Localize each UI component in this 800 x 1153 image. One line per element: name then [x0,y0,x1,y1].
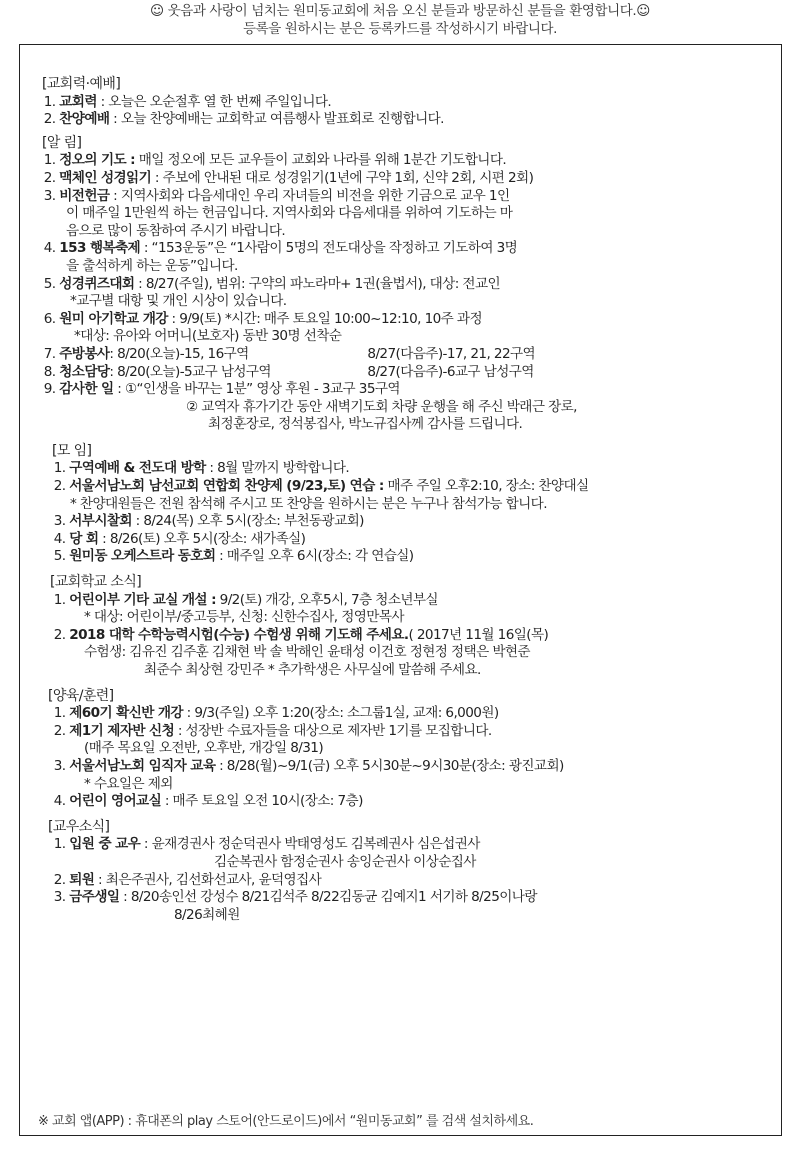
list-item: 3. 서부시찰회 : 8/24(목) 오후 5시(장소: 부천동광교회) [53,513,364,530]
list-item-continued: *교구별 대항 및 개인 시상이 있습니다. [70,293,287,310]
list-item-continued: ② 교역자 휴가기간 동안 새벽기도회 차량 운행을 해 주신 박래근 장로, [186,398,577,415]
list-item: 2. 찬양예배 : 오늘 찬양예배는 교회학교 여름행사 발표회로 진행합니다. [43,111,444,128]
list-item-continued: 수험생: 김유진 김주훈 김채현 박 솔 박해인 윤태성 이건호 정현정 정택은 박현준 [84,644,530,661]
section-title: [양육/훈련] [48,687,114,704]
list-item: 4. 153 행복축제 : “153운동”은 “1사람이 5명의 전도대상을 작정하고 기도하여 3명 [43,240,518,257]
list-item-continued: 최준수 최상현 강민주 * 추가학생은 사무실에 말씀해 주세요. [144,662,481,678]
list-item-continued: 8/26최혜원 [174,906,240,923]
section-title: [교회력·예배] [42,76,121,92]
bulletin-content [40,76,760,924]
list-item-continued: * 대상: 어린이부/중고등부, 신청: 신한수집사, 정영만목사 [84,609,404,626]
list-item: 1. 제60기 확신반 개강 : 9/3(주일) 오후 1:20(장소: 소그룹1실, 교재: 6,000원) [53,705,499,722]
list-item-continued: 을 출석하게 하는 운동”입니다. [66,257,238,274]
list-item: 1. 교회력 : 오늘은 오순절후 열 한 번째 주일입니다. [43,93,332,110]
registration-line: 등록을 원하시는 분은 등록카드를 작성하시기 바랍니다. [242,21,558,37]
list-item: 1. 구역예배 & 전도대 방학 : 8월 말까지 방학합니다. [53,460,350,477]
section-notices [40,135,760,434]
section-title: [모 임] [52,442,92,459]
list-item-continued: 음으로 많이 동참하여 주시기 바랍니다. [66,222,286,239]
list-item: 1. 입원 중 교우 : 윤재경권사 정순덕권사 박태영성도 김복례권사 심은섭권사 [53,836,480,853]
list-item-continued: 이 매주일 1만원씩 하는 헌금입니다. 지역사회와 다음세대를 위하여 기도하는 마 [66,205,513,222]
list-item: 3. 서울서남노회 임직자 교육 : 8/28(월)~9/1(금) 오후 5시30분~9시30분(장소: 광진교회) [53,757,564,774]
list-item: 2. 제1기 제자반 신청 : 성장반 수료자들을 대상으로 제자반 1기를 모집합니다. [53,722,492,739]
list-item-continued: *대상: 유아와 어머니(보호자) 동반 30명 선착순 [74,328,342,345]
list-item: 3. 비전헌금 : 지역사회와 다음세대인 우리 자녀들의 비전을 위한 기금으로 교우 1인 [43,187,510,204]
list-item-continued: (매주 목요일 오전반, 오후반, 개강일 8/31) [84,740,324,757]
list-item-continued: * 찬양대원들은 전원 참석해 주시고 또 찬양을 원하시는 분은 누구나 참석가능 합니다. [70,495,547,512]
section-meetings [40,443,760,566]
list-item: 1. 어린이부 기타 교실 개설 : 9/2(토) 개강, 오후5시, 7층 청소년부실 [53,591,438,608]
list-item: 5. 원미동 오케스트라 동호회 : 매주일 오후 6시(장소: 각 연습실) [53,548,414,565]
list-item: 2. 맥체인 성경읽기 : 주보에 안내된 대로 성경읽기(1년에 구약 1회, 신약 2회, 시편 2회) [43,169,534,186]
list-item: 4. 당 회 : 8/26(토) 오후 5시(장소: 새가족실) [53,530,306,547]
list-item: 6. 원미 아기학교 개강 : 9/9(토) *시간: 매주 토요일 10:00~12:10, 10주 과정 [43,310,482,327]
list-item: 9. 감사한 일 : ①“인생을 바꾸는 1분” 영상 후원 - 3교구 35구역 [43,381,400,398]
list-item: 7. 주방봉사: 8/20(오늘)-15, 16구역 8/27(다음주)-17, 21, 22구역 [43,345,536,362]
app-install-note: ※ 교회 앱(APP) : 휴대폰의 play 스토어(안드로이드)에서 “원미동교회” 를 검색 설치하세요. [38,1114,534,1129]
section-training [40,688,760,811]
section-church-school [40,574,760,680]
list-item: 3. 금주생일 : 8/20송인선 강성수 8/21김석주 8/22김동균 김예지1 서기하 8/25이나랑 [53,889,537,906]
section-members [40,819,760,925]
section-worship [40,76,760,129]
section-title: [교회학교 소식] [50,574,142,591]
list-item: 1. 정오의 기도 : 매일 정오에 모든 교우들이 교회와 나라를 위해 1분간 기도합니다. [43,152,507,169]
section-title: [교우소식] [48,818,110,835]
list-item-continued: 김순복권사 함정순권사 송잉순권사 이상순집사 [214,853,476,870]
section-title: [알 림] [42,134,82,151]
list-item-continued: 최정훈장로, 정석봉집사, 박노규집사께 감사를 드립니다. [208,416,523,433]
welcome-header [0,2,800,38]
list-item: 8. 청소담당: 8/20(오늘)-5교구 남성구역 8/27(다음주)-6교구 남성구역 [43,363,534,380]
welcome-line: ☺ 웃음과 사랑이 넘치는 원미동교회에 처음 오신 분들과 방문하신 분들을 환영합니다.☺ [150,3,650,19]
list-item: 2. 서울서남노회 남선교회 연합회 찬양제 (9/23,토) 연습 : 매주 주일 오후2:10, 장소: 찬양대실 [53,478,589,495]
list-item: 5. 성경퀴즈대회 : 8/27(주일), 범위: 구약의 파노라마+ 1권(율법서), 대상: 전교인 [43,275,501,292]
list-item: 2. 퇴원 : 최은주권사, 김선화선교사, 윤덕영집사 [53,871,322,888]
list-item: 2. 2018 대학 수학능력시험(수능) 수험생 위해 기도해 주세요.( 2017년 11월 16일(목) [53,626,549,643]
list-item-continued: * 수요일은 제외 [84,775,173,792]
list-item: 4. 어린이 영어교실 : 매주 토요일 오전 10시(장소: 7층) [53,793,363,810]
